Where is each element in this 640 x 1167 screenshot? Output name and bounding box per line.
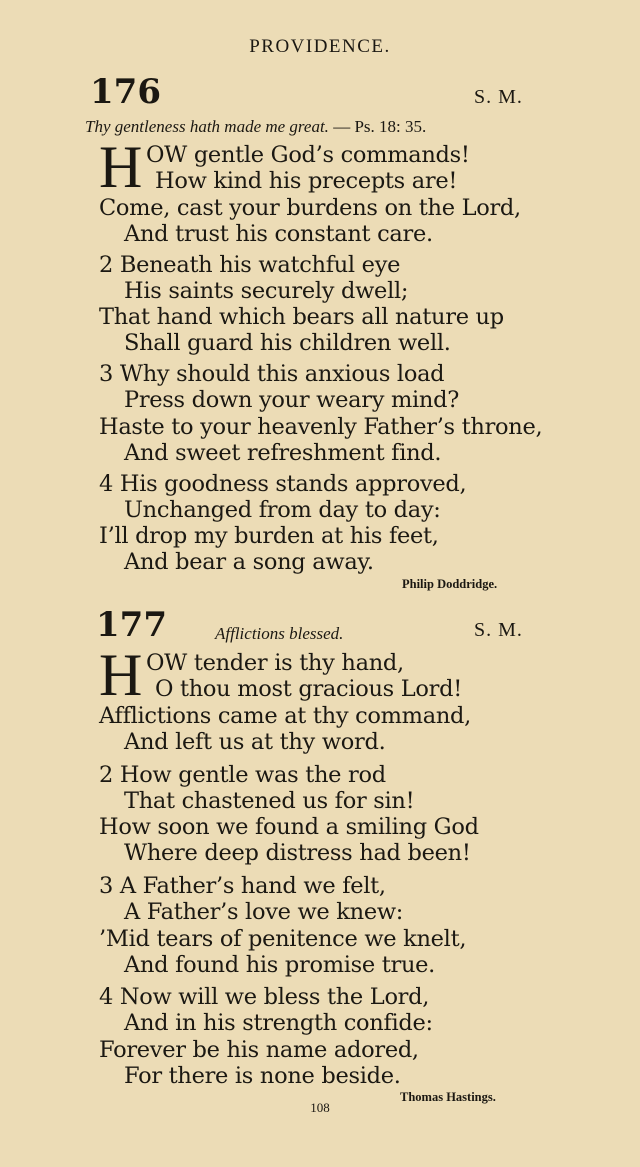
hymn-line: Afflictions came at thy command,: [99, 703, 471, 729]
hymn-line: Shall guard his children well.: [124, 330, 451, 356]
hymn-author: Philip Doddridge.: [402, 577, 498, 591]
hymn-line: OW gentle God’s commands!: [146, 142, 470, 168]
hymn-line: Forever be his name adored,: [99, 1037, 419, 1063]
hymn-line: How kind his precepts are!: [155, 168, 458, 194]
hymn-line: And trust his constant care.: [124, 221, 433, 247]
hymn-line: And left us at thy word.: [124, 729, 386, 755]
hymn-line: 3 A Father’s hand we felt,: [99, 873, 386, 899]
hymn-line: 3 Why should this anxious load: [99, 361, 445, 387]
hymn-line: OW tender is thy hand,: [146, 650, 404, 676]
hymn-line: His saints securely dwell;: [124, 278, 409, 304]
scripture-reference: — Ps. 18: 35.: [333, 117, 427, 136]
hymn-line: 4 His goodness stands approved,: [99, 471, 467, 497]
hymn-line: How soon we found a smiling God: [99, 814, 479, 840]
hymn-number: 176: [90, 72, 161, 112]
hymn-line: Come, cast your burdens on the Lord,: [99, 195, 521, 221]
hymn-line: 2 Beneath his watchful eye: [99, 252, 401, 278]
hymn-line: And bear a song away.: [124, 549, 374, 575]
drop-cap: H: [99, 642, 143, 708]
hymn-epigraph: [215, 624, 343, 644]
hymn-line: That hand which bears all nature up: [99, 304, 504, 330]
hymn-line: And in his strength confide:: [124, 1010, 433, 1036]
epigraph-text: Afflictions blessed.: [215, 624, 344, 643]
hymn-line: For there is none beside.: [124, 1063, 401, 1089]
hymn-line: And found his promise true.: [124, 952, 435, 978]
hymn-line: Unchanged from day to day:: [124, 497, 441, 523]
hymn-author: Thomas Hastings.: [400, 1090, 496, 1104]
running-head: PROVIDENCE.: [249, 36, 391, 57]
drop-cap: H: [99, 134, 143, 200]
hymn-line: Where deep distress had been!: [124, 840, 471, 866]
hymn-line: 2 How gentle was the rod: [99, 762, 386, 788]
hymn-meter: S. M.: [474, 86, 523, 108]
hymn-line: A Father’s love we knew:: [124, 899, 404, 925]
hymn-line: Press down your weary mind?: [124, 387, 459, 413]
hymn-line: Haste to your heavenly Father’s throne,: [99, 414, 543, 440]
hymn-line: I’ll drop my burden at his feet,: [99, 523, 439, 549]
hymn-line: That chastened us for sin!: [124, 788, 415, 814]
hymn-number: 177: [96, 605, 167, 645]
hymn-line: 4 Now will we bless the Lord,: [99, 984, 430, 1010]
page-number: 108: [310, 1100, 330, 1115]
hymn-line: And sweet refreshment find.: [124, 440, 442, 466]
hymn-line: O thou most gracious Lord!: [155, 676, 462, 702]
epigraph-text: Thy gentleness hath made me great.: [85, 117, 329, 136]
hymn-meter: S. M.: [474, 619, 523, 641]
hymn-line: ’Mid tears of penitence we knelt,: [99, 926, 467, 952]
